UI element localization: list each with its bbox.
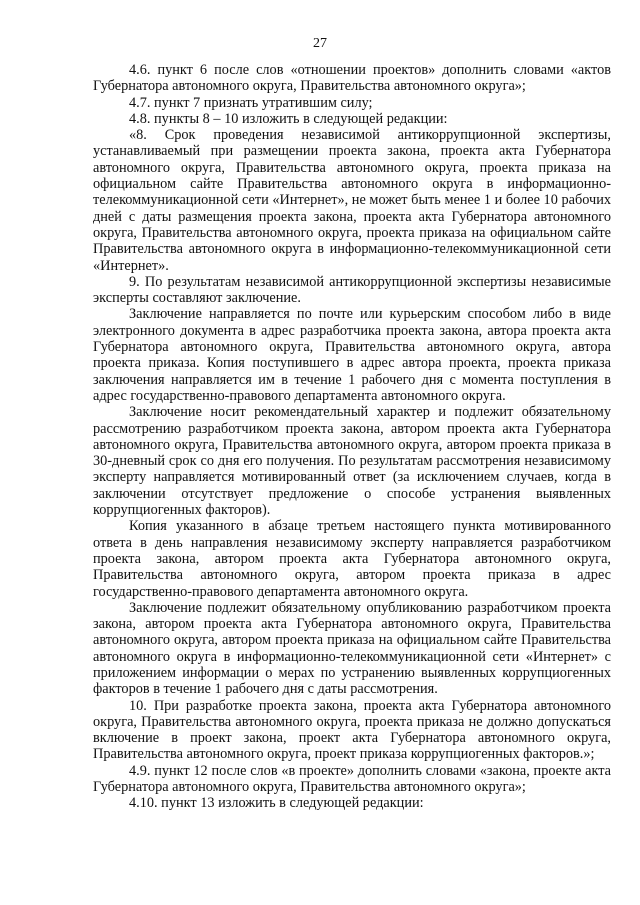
- paragraph-item-10: 10. При разработке проекта закона, проекта акта Губернатора автономного округа, Правительства автономного округа, проекта приказа не должно допускаться включение в проект закона, проект акта Губернатора автономного округа, Правительства автономного округа, проект приказа коррупциогенных факторов.»;: [93, 697, 611, 763]
- paragraph-response-copy: Копия указанного в абзаце третьем настоящего пункта мотивированного ответа в день направления независимому эксперту направляется разработчиком проекта закона, автором проекта акта Губернатора автономного округа, Правительства автономного округа, автором проекта приказа в адрес государственно-правового департамента автономного округа.: [93, 518, 611, 600]
- paragraph-4-7: 4.7. пункт 7 признать утратившим силу;: [129, 94, 373, 111]
- document-text: [93, 62, 611, 812]
- paragraph-conclusion-publication: Заключение подлежит обязательному опубликованию разработчиком проекта закона, автором проекта акта Губернатора автономного округа, Правительства автономного округа, автором проекта приказа на официальном сайте Правительства автономного округа в информационно-телекоммуникационной сети «Интернет» с приложением информации о мерах по устранению выявленных коррупциогенных факторов в течение 1 рабочего дня с даты рассмотрения.: [93, 599, 611, 698]
- paragraph-4-6: 4.6. пункт 6 после слов «отношении проектов» дополнить словами «актов Губернатора автономного округа, Правительства автономного округа»;: [93, 62, 611, 95]
- paragraph-item-9: 9. По результатам независимой антикоррупционной экспертизы независимые эксперты составляют заключение.: [93, 273, 611, 307]
- paragraph-conclusion-sending: Заключение направляется по почте или курьерским способом либо в виде электронного документа в адрес разработчика проекта закона, автора проекта акта Губернатора автономного округа, Правительства автономного округа, автора проекта приказа. Копия поступившего в адрес автора проекта, проекта приказа заключения направляется им в течение 1 рабочего дня с момента поступления в адрес государственно-правового департамента автономного округа.: [93, 306, 611, 404]
- paragraph-item-8: «8. Срок проведения независимой антикоррупционной экспертизы, устанавливаемый при размещении проекта закона, проекта акта Губернатора автономного округа, Правительства автономного округа, проекта приказа на официальном сайте Правительства автономного округа в информационно-телекоммуникационной сети «Интернет», не может быть менее 1 и более 10 рабочих дней с даты размещения проекта закона, проекта акта Губернатора автономного округа, Правительства автономного округа, проекта приказа на официальном сайте Правительства автономного округа в информационно-телекоммуникационной сети «Интернет».: [93, 127, 611, 274]
- paragraph-4-9: 4.9. пункт 12 после слов «в проекте» дополнить словами «закона, проекте акта Губернатора автономного округа, Правительства автономного округа»;: [93, 762, 611, 796]
- paragraph-4-10: 4.10. пункт 13 изложить в следующей редакции:: [129, 795, 424, 812]
- paragraph-4-8: 4.8. пункты 8 – 10 изложить в следующей редакции:: [129, 110, 448, 127]
- page-number: 27: [313, 36, 327, 51]
- paragraph-conclusion-nature: Заключение носит рекомендательный характер и подлежит обязательному рассмотрению разработчиком проекта закона, автором проекта акта Губернатора автономного округа, Правительства автономного округа, автором проекта приказа в 30-дневный срок со дня его получения. По результатам рассмотрения независимому эксперту направляется мотивированный ответ (за исключением случаев, когда в заключении отсутствует предложение о способе устранения выявленных коррупциогенных факторов).: [93, 404, 611, 519]
